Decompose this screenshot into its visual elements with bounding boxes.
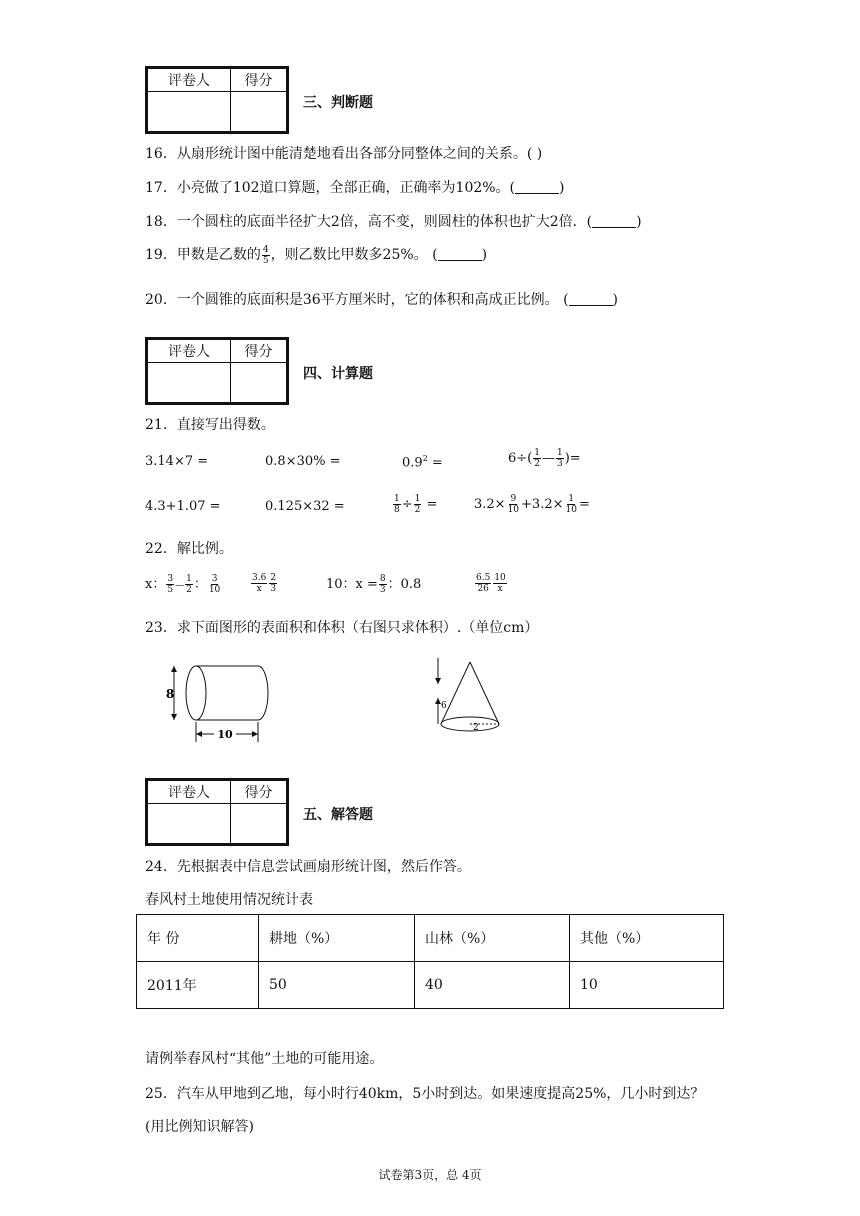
calc-op: — (541, 451, 555, 466)
section-title-judgement: 三、判断题 (303, 95, 373, 111)
calc-item (474, 494, 590, 515)
answer-blank-18[interactable] (592, 213, 636, 228)
question-17 (145, 177, 565, 197)
calc-item (508, 448, 581, 469)
score-box-section-5 (145, 778, 289, 846)
exponent: 2 (422, 454, 428, 463)
question-20 (145, 289, 618, 309)
fraction: $\frac{1}{10}$ (565, 494, 577, 515)
calc-op: = (578, 497, 590, 512)
calc-item: 3.14×7 = (145, 454, 209, 469)
calc-base: 0.9 (402, 455, 423, 471)
table-header-cell: 耕地（%） (259, 915, 415, 962)
section-title-calculation: 四、计算题 (303, 366, 373, 382)
score-box-section-4 (145, 337, 289, 405)
proportion-1 (145, 573, 222, 595)
answer-blank-19[interactable] (438, 246, 482, 261)
question-16: 16．从扇形统计图中能清楚地看出各部分同整体之间的关系。( ) (145, 146, 543, 162)
question-19 (145, 244, 487, 266)
fraction: $\frac{3}{5}$ (167, 574, 174, 595)
fraction: $\frac{6.5}{26}$ (476, 573, 491, 594)
score-cell[interactable] (231, 804, 287, 844)
calc-item: 0.8×30% = (265, 454, 341, 469)
land-use-table (136, 914, 724, 1009)
fraction: $\frac{1}{2}$ (534, 448, 540, 469)
fraction: $\frac{1}{2}$ (186, 574, 192, 595)
calc-op: )= (564, 451, 581, 466)
equals-sign: = (427, 455, 443, 471)
fraction: $\frac{1}{8}$ (394, 494, 400, 515)
question-19-text: 19．甲数是乙数的 (145, 247, 261, 263)
score-label: 得分 (231, 340, 287, 363)
answer-blank-17[interactable] (515, 179, 559, 194)
calc-item (402, 454, 443, 470)
cylinder-height-label: 8 (165, 687, 175, 701)
calc-item: 0.125×32 = (265, 499, 345, 514)
table-cell: 2011年 (137, 962, 259, 1009)
fraction: $\frac{1}{2}$ (414, 494, 421, 515)
fraction: $\frac{4}{5}$ (262, 244, 269, 266)
score-cell[interactable] (231, 363, 287, 403)
question-18 (145, 211, 642, 231)
question-18-text: 18．一个圆柱的底面半径扩大2倍，高不变，则圆柱的体积也扩大2倍．( (145, 214, 593, 230)
table-cell: 40 (415, 962, 570, 1009)
cone-figure (428, 654, 522, 740)
close-paren: ) (559, 180, 565, 196)
table-header-cell: 其他（%） (570, 915, 724, 962)
table-header-cell: 年 份 (137, 915, 259, 962)
calc-op: 3.2× (474, 497, 506, 512)
question-25-note: (用比例知识解答) (145, 1119, 254, 1135)
score-box-section-3 (145, 66, 289, 134)
calc-op: = (422, 497, 438, 512)
question-22: 22．解比例。 (145, 541, 233, 557)
table-cell: 10 (570, 962, 724, 1009)
variable-x: x： (145, 577, 166, 592)
dash: — (175, 581, 185, 591)
page-footer: 试卷第3页，总 4页 (378, 1168, 482, 1182)
score-label: 得分 (231, 781, 287, 804)
question-25: 25．汽车从甲地到乙地，每小时行40km，5小时到达。如果速度提高25%，几小时到达？ (145, 1086, 705, 1102)
score-cell[interactable] (231, 92, 287, 132)
colon: ： (193, 577, 207, 592)
table-header-cell: 山林（%） (415, 915, 570, 962)
cone-radius-label: 2 (473, 723, 479, 733)
reviewer-label: 评卷人 (148, 781, 231, 804)
fraction: $\frac{10}{x}$ (494, 573, 506, 594)
proportion-4 (474, 573, 508, 594)
reviewer-label: 评卷人 (148, 69, 231, 92)
calc-op: ÷ (401, 497, 413, 512)
calc-op: 6÷( (508, 451, 533, 466)
proportion-text: 10：x = (326, 577, 378, 592)
score-label: 得分 (231, 69, 287, 92)
cylinder-length-label: 10 (217, 728, 233, 741)
question-20-text: 20．一个圆锥的底面积是36平方厘米时，它的体积和高成正比例。 ( (145, 292, 569, 308)
proportion-3 (326, 573, 421, 595)
question-21: 21．直接写出得数。 (145, 417, 275, 433)
answer-blank-20[interactable] (569, 291, 613, 306)
question-24-follow-up: 请例举春风村“其他”土地的可能用途。 (145, 1051, 384, 1067)
fraction: $\frac{1}{3}$ (556, 448, 563, 469)
fraction: $\frac{9}{10}$ (507, 494, 520, 515)
calc-op: +3.2× (521, 497, 564, 512)
close-paren: ) (481, 247, 488, 263)
table-title: 春风村土地使用情况统计表 (145, 892, 313, 908)
question-17-text: 17．小亮做了102道口算题，全部正确，正确率为102%。( (145, 180, 516, 196)
section-title-answers: 五、解答题 (303, 807, 373, 823)
reviewer-cell[interactable] (148, 92, 231, 132)
calc-item (392, 494, 437, 515)
fraction: $\frac{3.6}{x}$ (252, 573, 267, 594)
table-cell: 50 (259, 962, 415, 1009)
proportion-2 (250, 573, 278, 594)
fraction: $\frac{3}{10}$ (208, 574, 221, 595)
cone-height-label: 6 (441, 701, 447, 711)
cylinder-figure (160, 662, 280, 744)
question-23: 23．求下面图形的表面积和体积（右图只求体积）.（单位cm） (145, 620, 539, 636)
close-paren: ) (612, 292, 619, 308)
question-24: 24．先根据表中信息尝试画扇形统计图，然后作答。 (145, 859, 471, 875)
table-header-row (137, 915, 724, 962)
question-19-rest: ，则乙数比甲数多25%。 ( (270, 247, 438, 263)
fraction: $\frac{2}{3}$ (270, 573, 277, 594)
reviewer-cell[interactable] (148, 804, 231, 844)
table-row (137, 962, 724, 1009)
calc-item: 4.3+1.07 = (145, 499, 221, 514)
proportion-text: ：0.8 (387, 577, 422, 592)
close-paren: ) (636, 214, 642, 230)
reviewer-label: 评卷人 (148, 340, 231, 363)
reviewer-cell[interactable] (148, 363, 231, 403)
fraction: $\frac{8}{3}$ (379, 574, 386, 595)
